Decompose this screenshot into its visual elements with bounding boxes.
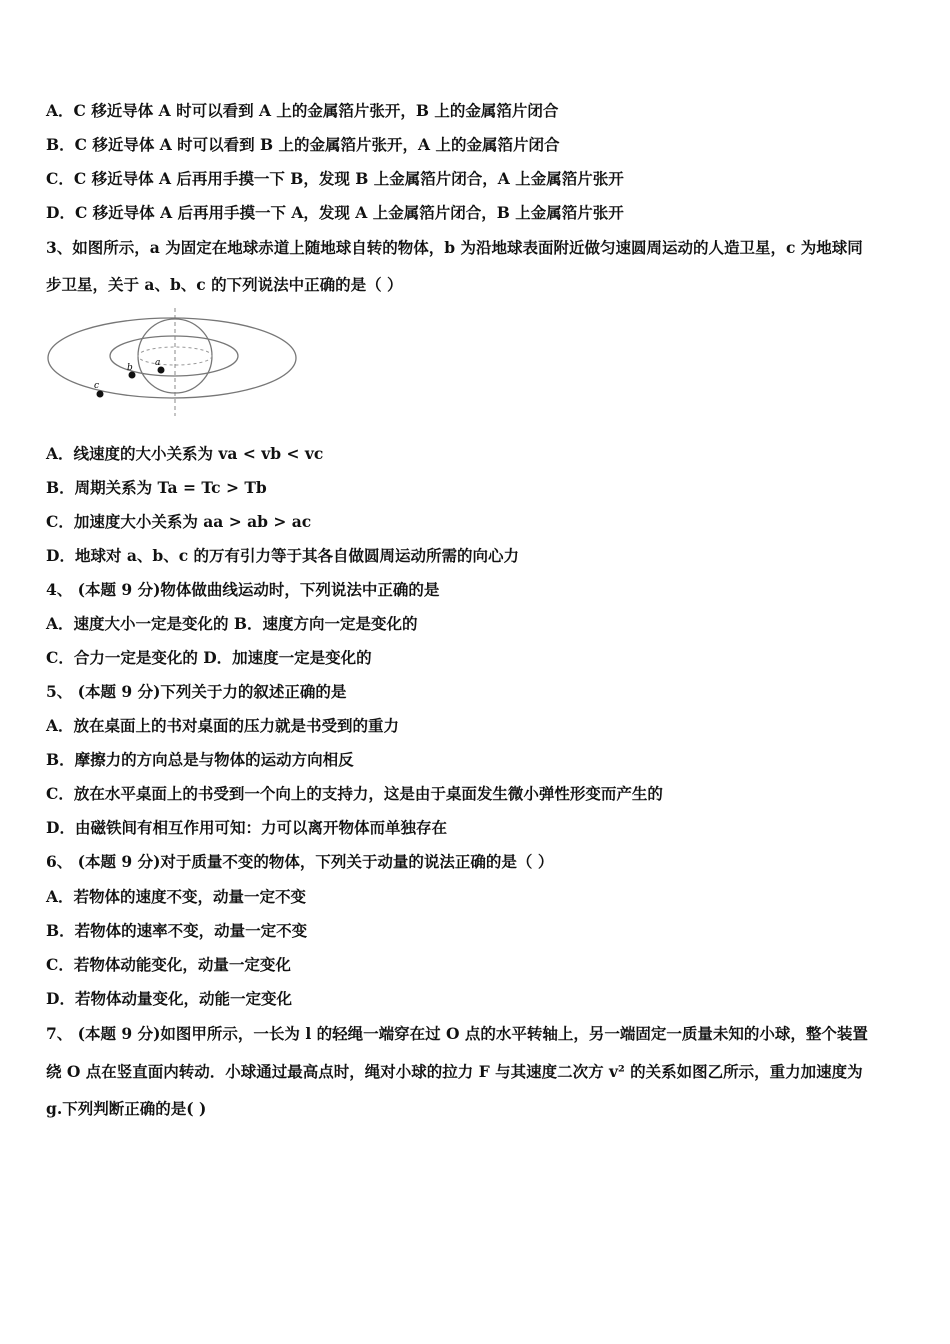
q4-options-line-1: A．速度大小一定是变化的 B．速度方向一定是变化的 xyxy=(46,614,418,633)
q6-stem: 6、 (本题 9 分)对于质量不变的物体，下列关于动量的说法正确的是（ ） xyxy=(46,852,554,871)
q3-option-d: D．地球对 a、b、c 的万有引力等于其各自做圆周运动所需的向心力 xyxy=(46,546,520,565)
q6-option-d: D．若物体动量变化，动能一定变化 xyxy=(46,989,292,1008)
satellite-c-dot xyxy=(97,391,104,398)
q5-stem: 5、 (本题 9 分)下列关于力的叙述正确的是 xyxy=(46,682,347,701)
q4-options-line-2: C．合力一定是变化的 D．加速度一定是变化的 xyxy=(46,648,372,667)
label-b: b xyxy=(127,363,133,373)
q7-stem-line-2: 绕 O 点在竖直面内转动．小球通过最高点时，绳对小球的拉力 F 与其速度二次方 v² 的关系如图乙所示，重力加速度为 xyxy=(46,1062,863,1081)
orbit-figure xyxy=(44,306,300,418)
synchronous-orbit xyxy=(48,318,296,398)
q3-stem-line-2: 步卫星，关于 a、b、c 的下列说法中正确的是（ ） xyxy=(46,275,403,294)
q3-option-c: C．加速度大小关系为 aa > ab > ac xyxy=(46,512,312,531)
q5-option-a: A．放在桌面上的书对桌面的压力就是书受到的重力 xyxy=(46,716,400,735)
q7-stem-line-1: 7、 (本题 9 分)如图甲所示，一长为 l 的轻绳一端穿在过 O 点的水平转轴上，另一端固定一质量未知的小球，整个装置 xyxy=(46,1024,868,1043)
q2-option-d: D．C 移近导体 A 后再用手摸一下 A，发现 A 上金属箔片闭合，B 上金属箔片张开 xyxy=(46,203,624,222)
q3-option-a: A．线速度的大小关系为 va < vb < vc xyxy=(46,444,324,463)
q3-stem-line-1: 3、如图所示，a 为固定在地球赤道上随地球自转的物体，b 为沿地球表面附近做匀速圆周运动的人造卫星，c 为地球同 xyxy=(46,238,863,257)
q4-stem: 4、 (本题 9 分)物体做曲线运动时，下列说法中正确的是 xyxy=(46,580,440,599)
q6-option-a: A．若物体的速度不变，动量一定不变 xyxy=(46,887,307,906)
q6-option-c: C．若物体动能变化，动量一定变化 xyxy=(46,955,291,974)
q2-option-a: A．C 移近导体 A 时可以看到 A 上的金属箔片张开，B 上的金属箔片闭合 xyxy=(46,101,559,120)
q5-option-b: B．摩擦力的方向总是与物体的运动方向相反 xyxy=(46,750,354,769)
q5-option-d: D．由磁铁间有相互作用可知：力可以离开物体而单独存在 xyxy=(46,818,447,837)
q7-stem-line-3: g.下列判断正确的是( ) xyxy=(46,1099,207,1118)
q2-option-c: C．C 移近导体 A 后再用手摸一下 B，发现 B 上金属箔片闭合，A 上金属箔片张开 xyxy=(46,169,624,188)
label-c: c xyxy=(94,381,100,391)
label-a: a xyxy=(155,358,161,368)
equator xyxy=(138,347,212,365)
q2-option-b: B．C 移近导体 A 时可以看到 B 上的金属箔片张开，A 上的金属箔片闭合 xyxy=(46,135,560,154)
q6-option-b: B．若物体的速率不变，动量一定不变 xyxy=(46,921,308,940)
q3-option-b: B．周期关系为 Ta = Tc > Tb xyxy=(46,478,267,497)
q5-option-c: C．放在水平桌面上的书受到一个向上的支持力，这是由于桌面发生微小弹性形变而产生的 xyxy=(46,784,663,803)
